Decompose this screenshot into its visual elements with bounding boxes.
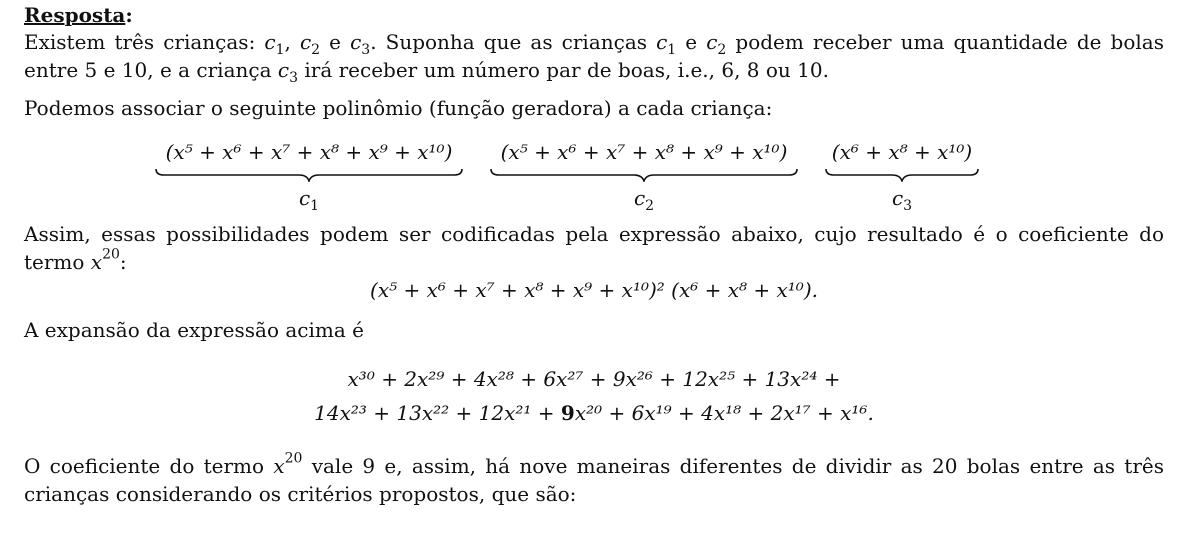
brace-expr-c1: (x⁵ + x⁶ + x⁷ + x⁸ + x⁹ + x¹⁰) xyxy=(165,140,453,164)
underbrace-icon xyxy=(824,168,980,182)
conclusion-term-exp: 20 xyxy=(284,450,303,467)
answer-heading-colon: : xyxy=(125,3,133,27)
document-page xyxy=(24,0,1164,508)
conclusion-lead: O coeficiente do termo xyxy=(24,454,274,478)
expansion-line-2 xyxy=(24,396,1164,430)
generating-functions-row xyxy=(24,128,1164,220)
brace-group-c3 xyxy=(822,138,982,212)
highlighted-coefficient: 9 xyxy=(560,401,575,425)
expansion-line-2-b: x²⁰ + 6x¹⁹ + 4x¹⁸ + 2x¹⁷ + x¹⁶. xyxy=(574,401,874,425)
intro-and-2: e xyxy=(676,30,707,54)
intro-lead: Existem três crianças: xyxy=(24,30,265,54)
var-c1: c xyxy=(264,30,276,54)
expansion-equation xyxy=(24,362,1164,430)
brace-label-c2: c xyxy=(633,186,646,210)
expansion-line-1: x³⁰ + 2x²⁹ + 4x²⁸ + 6x²⁷ + 9x²⁶ + 12x²⁵ + 13x²⁴ + xyxy=(347,367,841,391)
brace-expr-c2: (x⁵ + x⁶ + x⁷ + x⁸ + x⁹ + x¹⁰) xyxy=(500,140,788,164)
var-c1b: c xyxy=(656,30,668,54)
answer-heading-label: Resposta xyxy=(24,3,126,27)
brace-group-c2 xyxy=(487,138,801,212)
var-c2-sub: 2 xyxy=(311,41,321,58)
brace-label-c2-sub: 2 xyxy=(645,197,655,214)
brace-label-c3: c xyxy=(891,186,904,210)
var-c3-sub: 3 xyxy=(361,41,371,58)
conclusion-tail: vale 9 e, assim, há nove maneiras diferentes de dividir as 20 bolas entre as três crianças considerando os critérios propostos, que são: xyxy=(24,454,1164,506)
underbrace-icon xyxy=(489,168,799,182)
intro-mid: . Suponha que as crianças xyxy=(370,30,657,54)
var-c2: c xyxy=(299,30,312,54)
term-x-exp: 20 xyxy=(102,246,120,263)
var-c3b-sub: 3 xyxy=(289,69,298,86)
intro-tail-1: podem receber uma quantidade de bolas entre 5 e 10, e a criança xyxy=(24,30,1164,82)
var-c1b-sub: 1 xyxy=(667,41,677,58)
encoding-colon: : xyxy=(119,250,127,274)
encoding-paragraph xyxy=(24,220,1164,276)
intro-sep: , xyxy=(284,30,300,54)
var-c2b: c xyxy=(706,30,718,54)
encoding-text: Assim, essas possibilidades podem ser codificadas pela expressão abaixo, cujo resultado é o coeficiente do termo xyxy=(24,222,1164,274)
var-c2b-sub: 2 xyxy=(717,41,727,58)
polynomial-intro: Podemos associar o seguinte polinômio (função geradora) a cada criança: xyxy=(24,96,773,120)
underbrace-icon xyxy=(154,168,464,182)
answer-heading xyxy=(24,4,1164,26)
expansion-intro: A expansão da expressão acima é xyxy=(24,318,364,342)
intro-tail-2: irá receber um número par de boas, i.e., 6, 8 ou 10. xyxy=(298,58,829,82)
brace-label-c3-sub: 3 xyxy=(903,197,913,214)
intro-paragraph xyxy=(24,28,1164,84)
brace-group-c1 xyxy=(152,138,466,212)
var-c3b: c xyxy=(277,58,290,82)
conclusion-term-x: x xyxy=(273,454,285,478)
var-c3: c xyxy=(350,30,362,54)
brace-expr-c3: (x⁶ + x⁸ + x¹⁰) xyxy=(831,140,973,164)
product-expression: (x⁵ + x⁶ + x⁷ + x⁸ + x⁹ + x¹⁰)² (x⁶ + x⁸ + x¹⁰). xyxy=(370,278,818,302)
term-x: x xyxy=(90,250,103,274)
expansion-line-2-a: 14x²³ + 13x²² + 12x²¹ + xyxy=(314,401,561,425)
conclusion-paragraph xyxy=(24,452,1164,508)
brace-label-c1-sub: 1 xyxy=(310,197,320,214)
intro-and: e xyxy=(320,30,351,54)
brace-label-c1: c xyxy=(298,186,311,210)
var-c1-sub: 1 xyxy=(275,41,285,58)
